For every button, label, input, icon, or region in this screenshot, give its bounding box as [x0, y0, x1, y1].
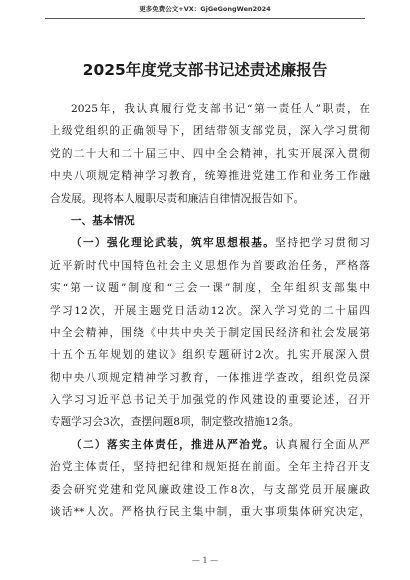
header-divider	[45, 18, 365, 19]
body-text-line: 党的二十大和二十届三中、四中全会精神，扎实开展深入贯彻	[50, 147, 370, 160]
body-text-line: 入学习习近平总书记关于加强党的作风建设的重要论述，召开	[50, 394, 370, 407]
body-text-line: （二）落实主体责任，推进从严治党。认真履行全面从严	[71, 438, 371, 451]
body-text-line: 委会研究党建和党风廉政建设工作8次，与支部党员开展廉政	[50, 483, 370, 496]
subsection-heading: （一）强化理论武装，筑牢思想根基。	[71, 237, 276, 250]
body-text-line: 中央八项规定精神学习教育，统筹推进党建工作和业务工作融	[50, 170, 370, 183]
body-text-line: 中全会精神，围绕《中共中央关于制定国民经济和社会发展第	[50, 326, 370, 339]
body-text-line: 彻中央八项规定精神学习教育，一体推进学查改，组织党员深	[50, 371, 370, 384]
body-text-line: 2025年，我认真履行党支部书记“第一责任人”职责，在	[71, 103, 370, 115]
top-header-note: 更多免费公文+VX：GjGeGongWen2024	[139, 5, 271, 13]
body-text-line: （一）强化理论武装，筑牢思想根基。坚持把学习贯彻习	[71, 237, 371, 250]
body-text-line: 学习12次，开展主题党日活动12次。深入学习党的二十届四	[50, 304, 370, 317]
body-text-line: 专题学习会3次，查摆问题8项，制定整改措施12条。	[50, 416, 300, 429]
body-text-line: 治党主体责任，坚持把纪律和规矩挺在前面。全年主持召开支	[50, 461, 370, 474]
body-text-line: 合发展。现将本人履职尽责和廉洁自律情况报告如下。	[50, 192, 305, 205]
body-text-line: 谈话**人次。严格执行民主集中制，重大事项集体研究决定，	[50, 506, 370, 519]
body-text-line: 十五个五年规划的建议》组织专题研讨2次。扎实开展深入贯	[50, 349, 370, 362]
document-title: 2025年度党支部书记述责述廉报告	[82, 61, 328, 79]
body-text-line: 上级党组织的正确领导下，团结带领支部党员，深入学习贯彻	[50, 125, 370, 138]
page-number: — 1 —	[191, 556, 219, 565]
body-text-line: 近平新时代中国特色社会主义思想作为首要政治任务，严格落	[50, 259, 370, 272]
body-text-line: 实“第一议题”制度和“三会一课”制度，全年组织支部集中	[50, 282, 370, 295]
section-heading: 一、基本情况	[71, 214, 135, 227]
subsection-heading: （二）落实主体责任，推进从严治党。	[71, 438, 276, 451]
document-body	[50, 98, 370, 523]
